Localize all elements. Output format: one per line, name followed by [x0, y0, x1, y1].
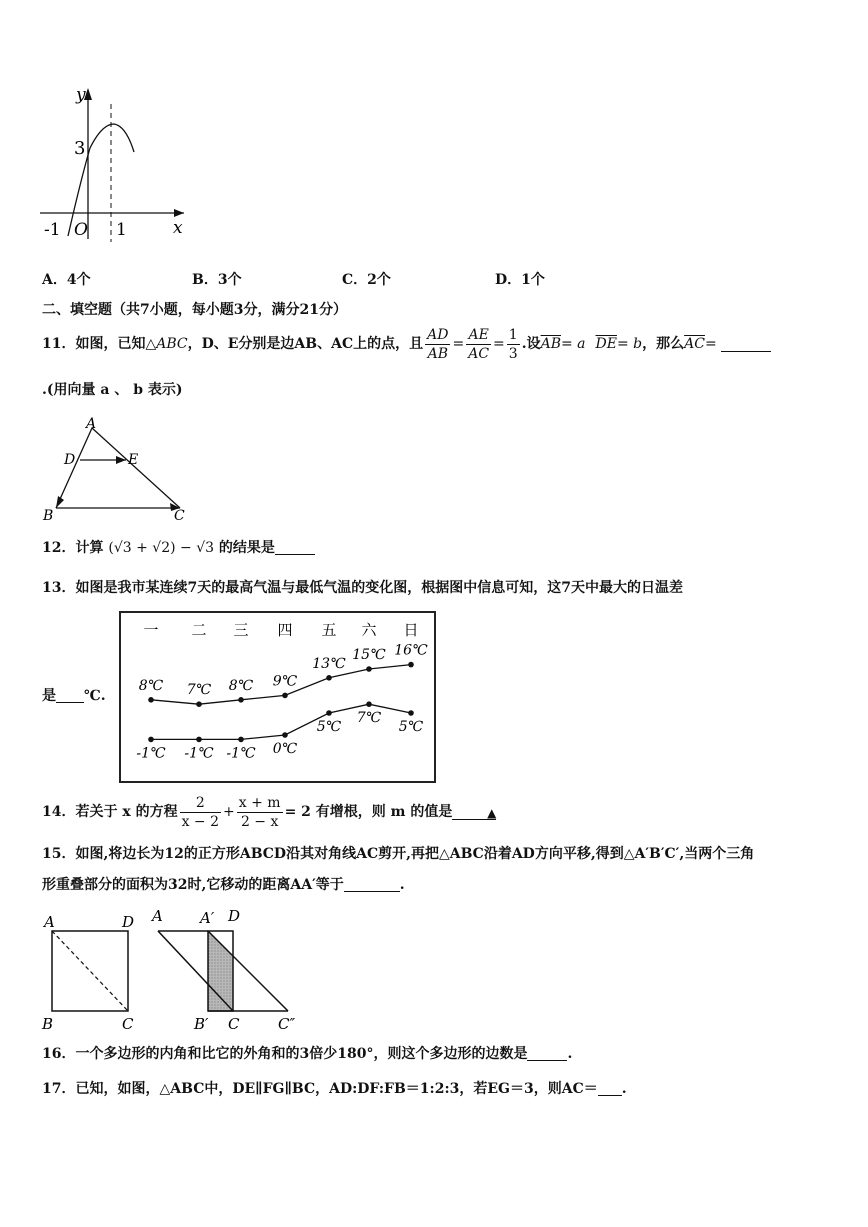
question-15-line2: 形重叠部分的面积为32时,它移动的距离AA′等于 . [42, 877, 405, 893]
option-d[interactable]: D．1个 [495, 272, 545, 288]
q14-fraction-1: $\frac{2}{x - 2}$ [181, 795, 220, 830]
vector-de: $\overline{DE}$ [595, 336, 617, 353]
q11-answer-blank[interactable] [721, 337, 771, 352]
question-11: 11．如图，已知△ ABC ，D、E分别是边AB、AC上的点，且 $\frac{AD}{AB}$ = $\frac{AE}{AC}$ = $\frac{1}{3}$ .设 $\overline{AB}$ = a $\overline{DE}$ = b ，那么 $\overline{AC}$ = [42, 326, 771, 363]
low-temp-point [408, 710, 414, 716]
q12-answer-blank[interactable] [275, 540, 315, 555]
fig2-label-bp: B′ [194, 1015, 209, 1033]
q11-fraction-ae-ac: $\frac{AE}{AC}$ [468, 327, 490, 362]
sq-label-c: C [122, 1015, 134, 1033]
high-temp-label: 7℃ [186, 682, 212, 699]
question-15-line1: 15．如图,将边长为12的正方形ABCD沿其对角线AC剪开,再把△ABC沿着AD方向平移,得到△A′B′C′,当两个三角 [42, 846, 755, 862]
low-temp-label: -1℃ [226, 745, 256, 762]
q11-fraction-ad-ab: $\frac{AD}{AB}$ [427, 327, 449, 362]
low-temp-label: -1℃ [184, 745, 214, 762]
high-temp-point [148, 697, 154, 703]
triangle-figure [40, 416, 200, 526]
low-temp-label: 5℃ [316, 719, 342, 735]
section-heading: 二、填空题（共7小题，每小题3分，满分21分） [42, 302, 347, 318]
q17-answer-blank[interactable] [598, 1081, 622, 1096]
q16-answer-blank[interactable] [527, 1046, 567, 1061]
high-temp-point [366, 666, 372, 672]
low-temp-point [326, 710, 332, 716]
day-label: 二 [191, 621, 207, 639]
temperature-chart-svg [121, 613, 434, 781]
q13-tail: 是 ℃. [42, 688, 106, 704]
tick-neg1: -1 [44, 220, 61, 240]
temperature-chart [119, 611, 436, 783]
vector-ac: $\overline{AC}$ [684, 336, 705, 353]
fig2-label-cp: C″ [278, 1015, 296, 1033]
option-b[interactable]: B．3个 [192, 272, 242, 288]
day-label: 一 [143, 621, 159, 639]
q15-answer-blank[interactable] [344, 877, 400, 892]
square-figures [40, 905, 310, 1035]
q14-answer-blank[interactable]: ▲ [452, 805, 496, 820]
q11-line2: .(用向量 a 、 b 表示) [42, 382, 183, 398]
high-temp-point [326, 675, 332, 681]
high-temp-label: 8℃ [138, 677, 164, 694]
question-13: 13．如图是我市某连续7天的最高气温与最低气温的变化图，根据图中信息可知，这7天中最大的日温差 [42, 580, 683, 596]
low-temp-label: 5℃ [398, 719, 424, 735]
label-a: A [86, 416, 97, 432]
y-axis-label: y [76, 85, 86, 105]
label-c: C [174, 508, 185, 524]
high-temp-point [282, 693, 288, 699]
question-16: 16．一个多边形的内角和比它的外角和的3倍少180°，则这个多边形的边数是 . [42, 1046, 573, 1062]
q11-abc: ABC [156, 336, 188, 353]
question-17: 17．已知，如图，△ABC中，DE∥FG∥BC，AD:DF:FB＝1:2:3，若EG＝3，则AC＝ . [42, 1081, 627, 1097]
high-temp-point [238, 697, 244, 703]
day-label: 日 [403, 621, 419, 639]
label-e: E [128, 452, 139, 468]
low-temp-label: -1℃ [136, 745, 166, 762]
day-label: 三 [233, 621, 249, 639]
high-temp-point [408, 662, 414, 668]
question-14: 14．若关于 x 的方程 $\frac{2}{x - 2}$ + $\frac{x + m}{2 - x}$ = 2 有增根，则 m 的值是 ▲ [42, 795, 497, 830]
question-12: 12．计算 (√3 + √2) − √3 的结果是 [42, 540, 315, 557]
sq-label-b: B [42, 1015, 54, 1033]
high-temp-label: 16℃ [394, 642, 428, 659]
parabola-graph [36, 84, 196, 244]
x-axis-label: x [173, 218, 183, 238]
day-label: 四 [277, 621, 293, 639]
low-temp-label: 7℃ [356, 710, 382, 727]
q13-answer-blank[interactable] [56, 688, 84, 703]
low-temp-label: 0℃ [272, 741, 298, 757]
day-label: 五 [321, 621, 337, 639]
option-a[interactable]: A．4个 [42, 272, 91, 288]
tick-3: 3 [74, 138, 86, 159]
low-temp-point [282, 732, 288, 738]
low-temp-point [196, 737, 202, 743]
sq-label-a: A [44, 913, 55, 931]
fig2-label-ap: A′ [200, 909, 215, 927]
fig2-label-a: A [152, 907, 163, 925]
origin-label: O [74, 220, 88, 240]
tick-1: 1 [116, 220, 127, 240]
q14-fraction-2: $\frac{x + m}{2 - x}$ [238, 795, 281, 830]
q12-expression: (√3 + √2) − √3 [108, 540, 215, 556]
label-b: B [43, 508, 54, 524]
high-temp-label: 9℃ [272, 673, 298, 690]
sq-label-d: D [122, 913, 135, 931]
q11-fraction-1-3: $\frac{1}{3}$ [508, 327, 518, 362]
option-c[interactable]: C．2个 [342, 272, 391, 288]
low-temp-point [366, 701, 372, 707]
label-d: D [64, 452, 76, 468]
low-temp-point [148, 737, 154, 743]
high-temp-label: 15℃ [352, 647, 386, 663]
vector-ab: $\overline{AB}$ [540, 336, 561, 353]
q11-mid: ，D、E分别是边AB、AC上的点，且 [187, 336, 424, 353]
low-temp-point [238, 737, 244, 743]
q11-prefix: 11．如图，已知△ [42, 336, 157, 353]
high-temp-label: 8℃ [228, 677, 254, 694]
fig2-label-d: D [228, 907, 241, 925]
fig2-label-c: C [228, 1015, 240, 1033]
high-temp-point [196, 701, 202, 707]
high-temp-label: 13℃ [312, 655, 346, 672]
day-label: 六 [361, 621, 377, 639]
